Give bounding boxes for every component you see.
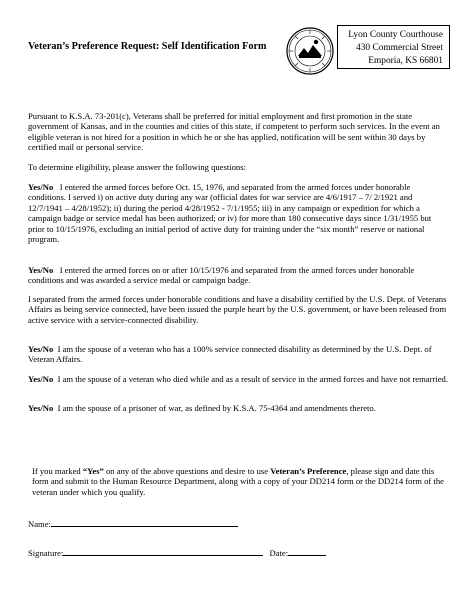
signature-row (28, 547, 326, 558)
address-line-2: 430 Commercial Street (356, 43, 443, 53)
question-6 (28, 403, 448, 413)
question-4 (28, 344, 448, 365)
question-1 (28, 182, 448, 244)
name-field[interactable] (51, 518, 238, 527)
address-box (337, 25, 450, 69)
signature-label: Signature: (28, 548, 64, 558)
date-field[interactable] (288, 547, 326, 556)
signature-field[interactable] (63, 547, 263, 556)
question-1-text: I entered the armed forces before Oct. 15, 1976, and separated from the armed forces under honorable conditions. I served i) on active duty during any war (official dates for war service are 4/6/1917 – 7/ 2/1921 and 12/7/1941 – 4/28/1952); ii) during the period 4/28/1952 - 7/1/1955; iii) in any campaign or expedition for which a campaign badge or service medal has been authorized; or iv) for more than 180 consecutive days since 1/31/1955 but prior to 10/15/1976, excluding an initial period of active duty for training under the “six month” reserve or national program. (28, 182, 432, 245)
question-2 (28, 265, 448, 286)
form-title: Veteran’s Preference Request: Self Identification Form (28, 41, 267, 52)
address-line-3: Emporia, KS 66801 (368, 56, 443, 66)
date-label: Date: (269, 548, 289, 558)
question-3: I separated from the armed forces under honorable conditions and have a disability certified by the U.S. Dept. of Veterans Affairs as being service connected, have been issued the purple heart by the U.S. government, or have been released from active service with a service-connected disability. (28, 294, 447, 325)
question-6-text: I am the spouse of a prisoner of war, as defined by K.S.A. 75-4364 and amendments thereto. (57, 403, 376, 413)
name-label: Name: (28, 519, 51, 529)
question-5 (28, 374, 448, 384)
yes-no-option-1[interactable]: Yes/No (28, 182, 54, 192)
yes-no-option-5[interactable]: Yes/No (28, 374, 54, 384)
name-row (28, 518, 238, 529)
yes-no-option-6[interactable]: Yes/No (28, 403, 54, 413)
address-line-1: Lyon County Courthouse (348, 30, 443, 40)
closing-text-2: on any of the above questions and desire to use (103, 466, 271, 476)
closing-text-3: , please sign and date this form and submit to the Human Resource Department, along with a copy of your DD214 form or the DD214 form of the veteran under which you qualify. (32, 466, 444, 497)
question-5-text: I am the spouse of a veteran who died while and as a result of service in the armed forces and have not remarried. (57, 374, 448, 384)
closing-yes-emphasis: “Yes” (82, 466, 104, 476)
yes-no-option-4[interactable]: Yes/No (28, 344, 54, 354)
yes-no-option-2[interactable]: Yes/No (28, 265, 54, 275)
question-2-text: I entered the armed forces on or after 10/15/1976 and separated from the armed forces under honorable conditions and was awarded a service medal or campaign badge. (28, 265, 415, 286)
eligibility-instruction: To determine eligibility, please answer the following questions: (28, 162, 246, 172)
closing-paragraph (32, 466, 446, 497)
question-4-text: I am the spouse of a veteran who has a 100% service connected disability as determined by the U.S. Dept. of Veteran Affairs. (28, 344, 432, 365)
intro-paragraph: Pursuant to K.S.A. 73-201(c), Veterans shall be preferred for initial employment and first promotion in the state government of Kansas, and in the counties and cities of this state, if competent to perform such services. In the event an eligible veteran is not hired for a position in which he or she has applied, notification will be sent within 30 days by certified mail or personal service. (28, 111, 440, 153)
closing-preference-emphasis: Veteran’s Preference (270, 466, 347, 476)
county-seal-logo (285, 26, 335, 76)
closing-text-1: If you marked (32, 466, 83, 476)
